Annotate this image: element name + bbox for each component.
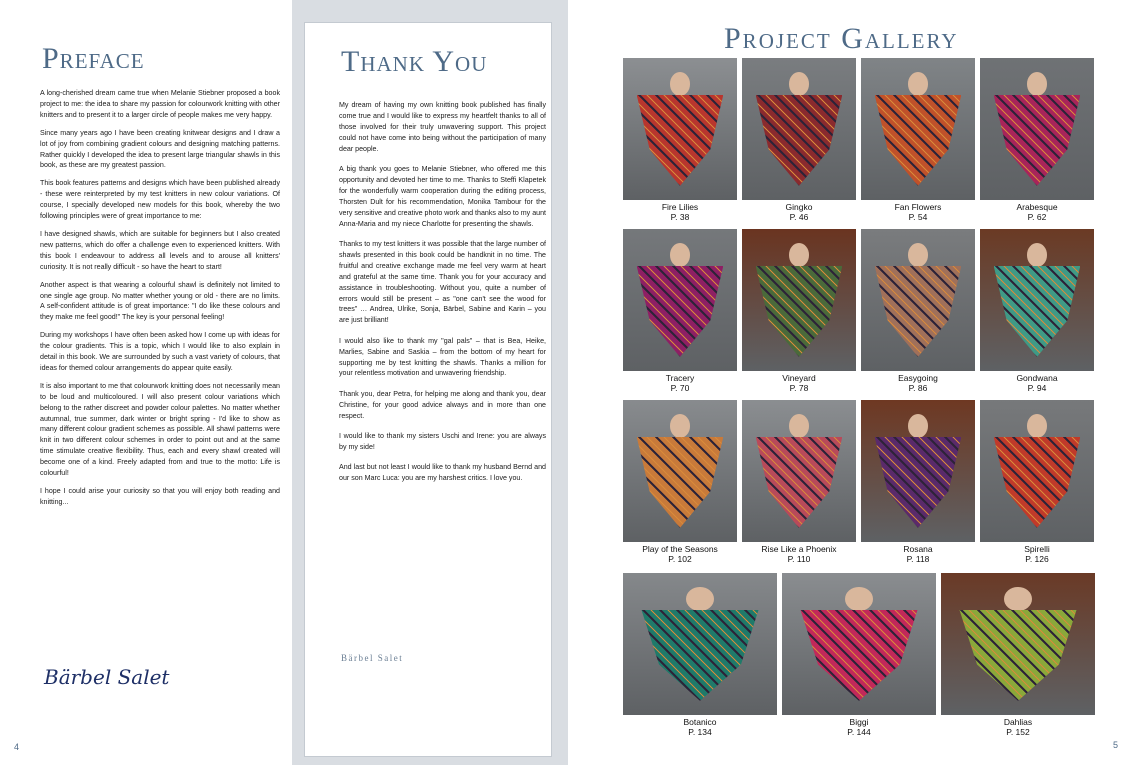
project-name: Gondwana bbox=[1016, 373, 1058, 383]
shawl-photo bbox=[623, 58, 737, 200]
thank-you-paragraph: I would like to thank my sisters Uschi and Irene: you are always by my side! bbox=[339, 432, 546, 451]
shawl-photo bbox=[980, 400, 1094, 542]
shawl-photo bbox=[861, 58, 975, 200]
shawl-photo bbox=[861, 229, 975, 371]
preface-paragraph: This book features patterns and designs which have been published already - these were reinterpreted by my test knitters in new colour variations. Of course, I specially developed new models for this book, whereby the two following principles were of great importance to me: bbox=[40, 179, 280, 221]
project-name: Easygoing bbox=[898, 373, 938, 383]
project-page: P. 134 bbox=[688, 727, 712, 737]
shawl-photo bbox=[623, 573, 777, 715]
project-name: Fan Flowers bbox=[894, 202, 942, 212]
gallery-item bbox=[623, 229, 737, 397]
shawl-photo bbox=[742, 229, 856, 371]
project-name: Dahlias bbox=[1003, 717, 1033, 727]
preface-paragraph: I hope I could arise your curiosity so that you will enjoy both reading and knitting... bbox=[40, 487, 280, 506]
project-name: Rise Like a Phoenix bbox=[761, 544, 837, 554]
gallery-item bbox=[742, 400, 856, 568]
author-name: Bärbel Salet bbox=[341, 653, 404, 663]
project-name: Rosana bbox=[903, 544, 933, 554]
shawl-photo bbox=[980, 58, 1094, 200]
project-name: Tracery bbox=[665, 373, 695, 383]
project-name: Biggi bbox=[849, 717, 869, 727]
gallery-item bbox=[861, 400, 975, 568]
project-page: P. 144 bbox=[847, 727, 871, 737]
project-name: Gingko bbox=[785, 202, 813, 212]
gallery-item bbox=[782, 573, 936, 741]
gallery-item bbox=[980, 229, 1094, 397]
project-page: P. 152 bbox=[1006, 727, 1030, 737]
project-name: Spirelli bbox=[1024, 544, 1050, 554]
gallery-item bbox=[861, 229, 975, 397]
page-number-right: 5 bbox=[1112, 740, 1118, 750]
shawl-photo bbox=[980, 229, 1094, 371]
gallery-item bbox=[742, 58, 856, 226]
project-page: P. 38 bbox=[670, 212, 690, 222]
thank-you-paragraph: And last but not least I would like to thank my husband Bernd and our son Marc Luca: you are my harshest critics. I love you. bbox=[339, 463, 546, 483]
project-page: P. 94 bbox=[1027, 383, 1047, 393]
preface-paragraph: A long-cherished dream came true when Melanie Stiebner proposed a book project to me: the idea to share my passion for colourwork knitting with other knitters and to present it to a larger circle of people makes me very happy. bbox=[40, 89, 280, 119]
thank-you-paragraph: I would also like to thank my "gal pals" – that is Bea, Heike, Marlies, Sabine and Saskia – from the bottom of my heart for supporting me by test knitting the shawls. Thanks a million for your relentless motivation and unwavering friendship. bbox=[339, 336, 546, 378]
project-page: P. 78 bbox=[789, 383, 809, 393]
shawl-photo bbox=[623, 229, 737, 371]
thank-you-paragraph: My dream of having my own knitting book published has finally come true and I would like to express my heartfelt thanks to all of those involved for their truly unwavering support. This project could not have come into being without the participation of many dear people. bbox=[339, 101, 546, 153]
preface-page bbox=[0, 0, 292, 765]
preface-paragraph: Since many years ago I have been creating knitwear designs and I draw a lot of joy from combining gradient colours and designing matching patterns. Rather quickly I developed the idea to present large triangular shawls in this book, as these are my greatest passion. bbox=[40, 128, 280, 170]
gallery-item bbox=[742, 229, 856, 397]
gallery-title: Project Gallery bbox=[724, 22, 959, 55]
project-page: P. 70 bbox=[670, 383, 690, 393]
preface-paragraph: Another aspect is that wearing a colourful shawl is definitely not limited to one single age group. No matter whether young or old - there are no limits. A self-confident attitude is of great importance: "I do like these colours and they make me feel good!" The key is your personal feeling! bbox=[40, 280, 280, 322]
shawl-photo bbox=[742, 58, 856, 200]
shawl-photo bbox=[742, 400, 856, 542]
project-page: P. 54 bbox=[908, 212, 928, 222]
thank-you-title: Thank You bbox=[341, 45, 488, 78]
preface-title: Preface bbox=[42, 42, 145, 75]
gallery-item bbox=[623, 58, 737, 226]
project-page: P. 102 bbox=[668, 554, 692, 564]
thank-you-card bbox=[304, 22, 552, 757]
thank-you-panel bbox=[292, 0, 568, 765]
project-page: P. 46 bbox=[789, 212, 809, 222]
preface-paragraph: I have designed shawls, which are suitable for beginners but I also created new patterns, which do offer a challenge even to experienced knitters. With this book I endeavour to address all levels and to arouse all knitters' curiosity. It is not really difficult - so have the heart to start! bbox=[40, 229, 280, 271]
gallery-item bbox=[980, 58, 1094, 226]
project-name: Play of the Seasons bbox=[642, 544, 718, 554]
shawl-photo bbox=[861, 400, 975, 542]
thank-you-paragraph: A big thank you goes to Melanie Stiebner, who offered me this opportunity and devoted her time to me. Thanks to Steffi Klapetek for the wonderfully warm cooperation during the editing process, Thorsten Dult for his recommendation, Monika Tambour for the very sensitive and creative photo work and thanks also to my aunt Anna-Maria and my niece Charlotte for presenting the shawls. bbox=[339, 165, 547, 228]
preface-paragraph: It is also important to me that colourwork knitting does not necessarily mean to be loud and multicoloured. I will also present colour variations which belong to the rather discreet and powder colour palettes. No matter whether autumnal, true summer, dark winter or bright spring - I'd like to show as many different colour gradient schemes as possible. All shawl patterns were knit in two different colour schemes in order to point out and at the same time stimulate creative flexibility. Thus, each and every shawl created will become one of a kind. Freely adapted from and true to the motto: Life is colourful! bbox=[40, 381, 280, 478]
project-page: P. 86 bbox=[908, 383, 928, 393]
project-page: P. 62 bbox=[1027, 212, 1047, 222]
project-name: Botanico bbox=[683, 717, 717, 727]
thank-you-body bbox=[339, 100, 546, 494]
handwritten-signature: Bärbel Salet bbox=[44, 665, 170, 689]
gallery-item bbox=[623, 573, 777, 741]
shawl-photo bbox=[623, 400, 737, 542]
preface-paragraph: During my workshops I have often been asked how I come up with ideas for the colour gradients. This is a topic, which I would like to also explain in detail in this book. We are surrounded by such a vast variety of colours, that ideas for themed colour arrangements do appear quite easily. bbox=[40, 331, 280, 372]
project-name: Vineyard bbox=[782, 373, 816, 383]
project-page: P. 126 bbox=[1025, 554, 1049, 564]
project-page: P. 118 bbox=[906, 554, 930, 564]
preface-body bbox=[40, 88, 280, 515]
shawl-photo bbox=[782, 573, 936, 715]
project-name: Arabesque bbox=[1016, 202, 1058, 212]
project-name: Fire Lilies bbox=[661, 202, 699, 212]
page-number-left: 4 bbox=[14, 742, 20, 752]
gallery-item bbox=[980, 400, 1094, 568]
gallery-item bbox=[623, 400, 737, 568]
thank-you-paragraph: Thanks to my test knitters it was possible that the large number of shawls presented in this book could be handknit in no time. The fruitful and creative exchange made me feel very warm at heart and grateful at the same time. Thank you for your accuracy and assistance in troubleshooting. Without you, quite a number of errors would still be present – as "one can't see the wood for trees" … Andrea, Ulrike, Sonja, Bärbel, Sabine and Karin – you are just brilliant! bbox=[339, 239, 546, 325]
shawl-photo bbox=[941, 573, 1095, 715]
gallery-item bbox=[941, 573, 1095, 741]
gallery-page bbox=[568, 0, 1134, 765]
project-page: P. 110 bbox=[787, 554, 811, 564]
gallery-item bbox=[861, 58, 975, 226]
thank-you-paragraph: Thank you, dear Petra, for helping me along and thank you, dear Christine, for your good advice always and in more than one respect. bbox=[339, 389, 546, 420]
